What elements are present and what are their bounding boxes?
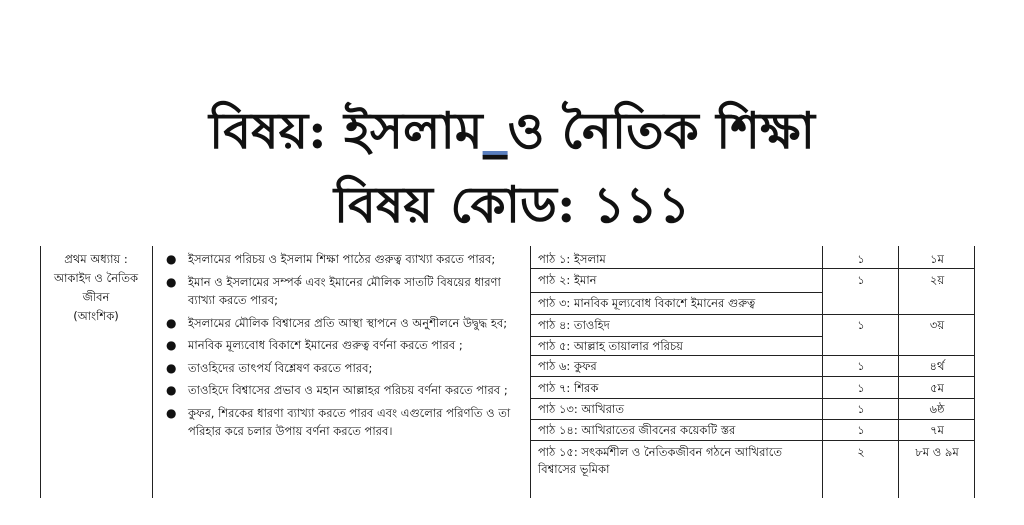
subject-code-title: বিষয় কোড: ১১১ [333,175,691,234]
lesson-class-count: ১ [857,252,865,266]
outcome-item [160,314,525,333]
chapter-line: প্রথম অধ্যায় : [64,252,128,266]
subject-title-suffix: ও নৈতিক শিক্ষা [507,101,815,160]
lesson-class-count: ২ [857,445,865,459]
lesson-week: ৬ষ্ঠ [929,402,945,416]
outcome-item [160,273,525,310]
lesson-title: পাঠ ১৩: আখিরাত [538,402,624,416]
outcome-text: ইসলামের পরিচয় ও ইসলাম শিক্ষা পাঠের গুরুত্ব ব্যাখ্যা করতে পারব; [188,252,496,266]
bullet-icon: ● [166,252,177,266]
table-border-right [974,246,975,498]
row-divider [530,292,822,293]
bullet-icon: ● [166,360,177,375]
outcome-text: মানবিক মূল্যবোধ বিকাশে ইমানের গুরুত্ব বর্ণনা করতে পারব ; [188,338,463,352]
lesson-title: পাঠ ১৪: আখিরাতের জীবনের কয়েকটি স্তর [538,423,736,437]
outcome-item [160,336,525,355]
outcome-text: ইসলামের মৌলিক বিশ্বাসের প্রতি আস্থা স্থাপনে ও অনুশীলনে উদ্বুদ্ধ হব; [188,315,508,330]
row-divider [530,419,975,420]
outcome-item [160,359,525,378]
lesson-week: ৪র্থ [929,359,945,373]
lesson-class-count: ১ [857,402,865,416]
row-divider [530,355,975,356]
lesson-class-count: ১ [857,423,865,437]
learning-outcomes-list [160,250,525,445]
lesson-week: ৮ম ও ৯ম [915,445,959,459]
lesson-week: ৩য় [929,318,945,332]
table-border-col4 [898,246,899,498]
bullet-icon: ● [166,405,177,420]
table-border-col1 [152,246,153,498]
outcome-text: কুফর, শিরকের ধারণা ব্যাখ্যা করতে পারব এবং এগুলোর পরিণতি ও তা পরিহার করে চলার উপায় বর্ণনা করতে পারব। [188,405,511,438]
table-border-col2 [530,246,531,498]
lesson-class-count: ১ [857,359,865,373]
lesson-title: পাঠ ৭: শিরক [538,381,599,395]
chapter-line: আকাইদ ও নৈতিক [53,271,139,285]
lesson-week: ৭ম [930,423,944,437]
outcome-text: ইমান ও ইসলামের সম্পর্ক এবং ইমানের মৌলিক সাতটি বিষয়ের ধারণা ব্যাখ্যা করতে পারব; [188,274,501,307]
lesson-class-count: ১ [857,381,865,395]
bullet-icon: ● [166,383,177,397]
bullet-icon: ● [166,338,177,352]
row-divider [530,440,975,441]
subject-title-mark: _ [482,101,508,160]
lesson-title: পাঠ ৩: মানবিক মূল্যবোধ বিকাশে ইমানের গুরুত্ব [538,296,756,310]
lesson-title: পাঠ ৪: তাওহিদ [538,318,610,332]
chapter-cell [44,250,148,326]
bullet-icon: ● [166,274,177,289]
subject-title [0,96,1024,166]
outcome-text: তাওহিদে বিশ্বাসের প্রভাব ও মহান আল্লাহর পরিচয় বর্ণনা করতে পারব ; [188,383,508,397]
lesson-class-count: ১ [857,318,865,332]
lesson-week: ৫ম [930,381,944,395]
bullet-icon: ● [166,315,177,330]
chapter-line: জীবন [82,290,110,304]
outcome-text: তাওহিদের তাৎপর্য বিশ্লেষণ করতে পারব; [188,360,373,375]
lesson-title: পাঠ ৬: কুফর [538,359,597,373]
lesson-week: ১ম [930,252,944,266]
row-divider [530,314,975,315]
lesson-title: পাঠ ১: ইসলাম [538,252,606,266]
lesson-class-count: ১ [857,273,865,287]
table-border-left [40,246,41,498]
row-divider [530,398,975,399]
lesson-week: ২য় [929,273,945,287]
row-divider [530,376,975,377]
row-divider [530,268,975,269]
subject-title-prefix: বিষয়: ইসলাম [209,101,483,160]
lesson-title: পাঠ ৫: আল্লাহ তায়ালার পরিচয় [538,339,683,353]
outcome-item [160,381,525,400]
outcome-item [160,404,525,441]
table-border-col3 [822,246,823,498]
row-divider [530,336,822,337]
outcome-item [160,250,525,269]
chapter-line: (আংশিক) [73,309,119,323]
lesson-title: পাঠ ১৫: সৎকর্মশীল ও নৈতিকজীবন গঠনে আখিরাতে বিশ্বাসের ভূমিকা [538,445,782,476]
lesson-title: পাঠ ২: ইমান [538,273,597,287]
